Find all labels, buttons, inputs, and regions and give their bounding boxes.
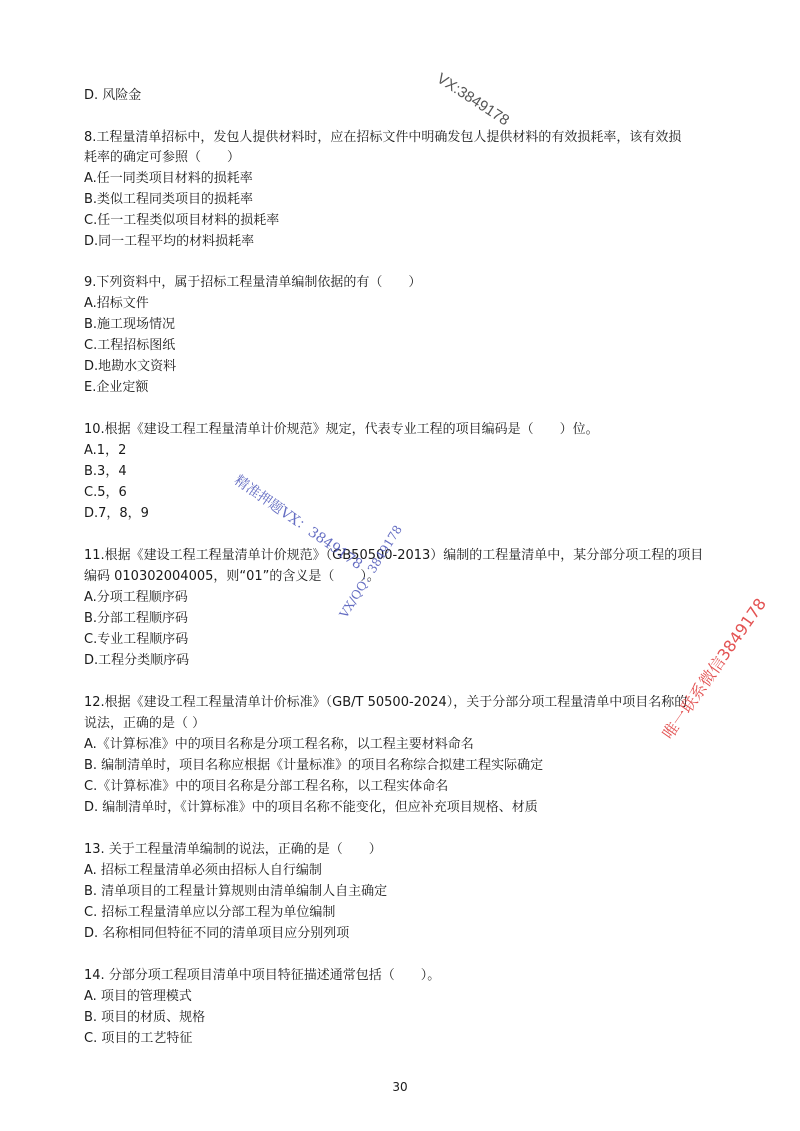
option-line: B. 编制清单时，项目名称应根据《计量标准》的项目名称综合拟建工程实际确定 — [84, 758, 544, 773]
question-10-stem: 10.根据《建设工程工程量清单计价规范》规定，代表专业工程的项目编码是（ ）位。 — [84, 422, 599, 437]
watermark-stamp-blue: 精准押题VX：3849178 — [231, 472, 366, 573]
question-9-stem: 9.下列资料中，属于招标工程量清单编制依据的有（ ） — [84, 275, 422, 290]
option-line: D.工程分类顺序码 — [84, 653, 190, 668]
question-8-stem-cont: 耗率的确定可参照（ ） — [84, 150, 241, 165]
question-12-stem: 12.根据《建设工程工程量清单计价标准》（GB/T 50500-2024），关于分部分项工程量清单中项目名称的 — [84, 695, 688, 710]
question-14-stem: 14. 分部分项工程项目清单中项目特征描述通常包括（ ）。 — [84, 968, 441, 983]
option-line: E.企业定额 — [84, 380, 149, 395]
option-line: C. 招标工程量清单应以分部工程为单位编制 — [84, 905, 336, 920]
watermark-red: 唯一联系微信3849178 — [658, 594, 770, 743]
option-line: A.招标文件 — [84, 296, 149, 311]
option-line: B.3，4 — [84, 464, 127, 479]
option-line: C. 项目的工艺特征 — [84, 1031, 193, 1046]
page-number: 30 — [392, 1080, 408, 1094]
option-line: A.分项工程顺序码 — [84, 590, 188, 605]
question-13-stem: 13. 关于工程量清单编制的说法，正确的是（ ） — [84, 842, 382, 857]
option-line: B. 清单项目的工程量计算规则由清单编制人自主确定 — [84, 884, 388, 899]
option-line: B.分部工程顺序码 — [84, 611, 189, 626]
watermark-vx: VX:3849178 — [433, 70, 513, 130]
question-11-stem: 11.根据《建设工程工程量清单计价规范》（GB50500-2013）编制的工程量清单中，某分部分项工程的项目 — [84, 548, 704, 563]
option-line: B.施工现场情况 — [84, 317, 176, 332]
option-line: A. 招标工程量清单必须由招标人自行编制 — [84, 863, 322, 878]
option-line: D.同一工程平均的材料损耗率 — [84, 234, 255, 249]
option-line: C.工程招标图纸 — [84, 338, 176, 353]
option-line: A.1，2 — [84, 443, 127, 458]
question-8-stem: 8.工程量清单招标中，发包人提供材料时，应在招标文件中明确发包人提供材料的有效损耗率，该有效损 — [84, 130, 682, 145]
option-line: D.7，8，9 — [84, 506, 149, 521]
option-line: A.《计算标准》中的项目名称是分项工程名称，以工程主要材料命名 — [84, 737, 474, 752]
option-line: D. 名称相同但特征不同的清单项目应分别列项 — [84, 926, 350, 941]
option-line: A.任一同类项目材料的损耗率 — [84, 171, 253, 186]
option-line: A. 项目的管理模式 — [84, 989, 192, 1004]
option-line: B.类似工程同类项目的损耗率 — [84, 192, 254, 207]
question-12-stem-cont: 说法，正确的是（ ） — [84, 716, 206, 731]
option-line: D.地勘水文资料 — [84, 359, 177, 374]
option-line: B. 项目的材质、规格 — [84, 1010, 206, 1025]
watermark-stamp-blue-small: VX/QQ：3849178 — [336, 522, 405, 621]
option-line: C.任一工程类似项目材料的损耗率 — [84, 213, 280, 228]
option-line: C.5，6 — [84, 485, 127, 500]
option-line: D. 风险金 — [84, 88, 142, 103]
option-line: D. 编制清单时，《计算标准》中的项目名称不能变化，但应补充项目规格、材质 — [84, 800, 538, 815]
option-line: C.专业工程顺序码 — [84, 632, 189, 647]
option-line: C.《计算标准》中的项目名称是分部工程名称，以工程实体命名 — [84, 779, 449, 794]
question-11-stem-cont: 编码 010302004005，则“01”的含义是（ ）。 — [84, 569, 380, 584]
